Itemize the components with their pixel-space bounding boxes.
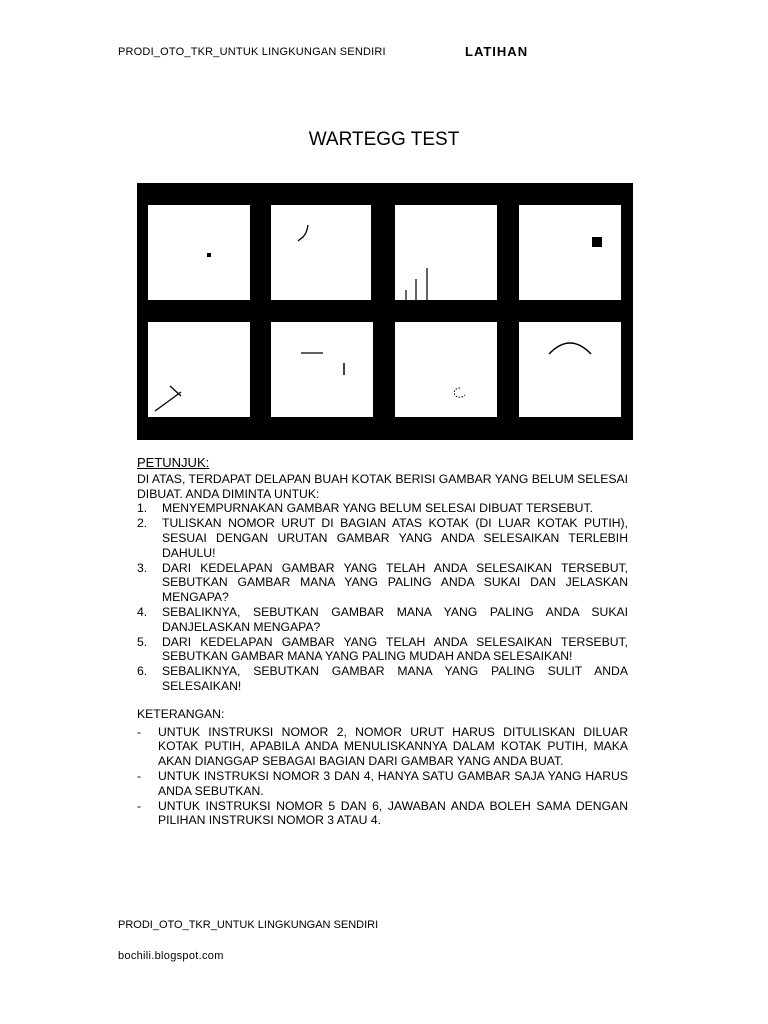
list-item: [137, 664, 628, 694]
step-number: 1.: [137, 501, 148, 516]
wartegg-box-3: [395, 205, 497, 300]
notes-list: [137, 725, 628, 829]
dot-stimulus: [148, 205, 250, 300]
list-item: [137, 501, 628, 516]
list-item: [137, 605, 628, 635]
footer-text: PRODI_OTO_TKR_UNTUK LINGKUNGAN SENDIRI: [118, 919, 379, 931]
instructions-section: [137, 456, 628, 828]
note-text: UNTUK INSTRUKSI NOMOR 2, NOMOR URUT HARUS DITULISKAN DILUAR KOTAK PUTIH, APABILA ANDA MENULISKANNYA DALAM KOTAK PUTIH, MAKA AKAN DIANGGAP SEBAGAI BAGIAN DARI GAMBAR YANG ANDA BUAT.: [158, 724, 628, 769]
step-text: TULISKAN NOMOR URUT DI BAGIAN ATAS KOTAK (DI LUAR KOTAK PUTIH), SESUAI DENGAN URUTAN GAMBAR YANG ANDA SELESAIKAN TERLEBIH DAHULU!: [162, 516, 628, 560]
dash-bullet: -: [137, 768, 142, 783]
note-text: UNTUK INSTRUKSI NOMOR 3 DAN 4, HANYA SATU GAMBAR SAJA YANG HARUS ANDA SEBUTKAN.: [158, 768, 628, 798]
instruction-steps-list: [137, 501, 628, 693]
step-number: 6.: [137, 664, 148, 679]
wartegg-box-7: [395, 322, 497, 417]
wartegg-box-8: [519, 322, 621, 417]
dash-bullet: -: [137, 724, 142, 739]
black-square-stimulus: [519, 205, 621, 300]
list-item: [137, 635, 628, 665]
list-item: [137, 516, 628, 560]
diagonal-lines-stimulus: [148, 322, 250, 417]
dotted-curve-stimulus: [395, 322, 497, 417]
instructions-heading: PETUNJUK:: [137, 455, 210, 470]
wartegg-box-2: [271, 205, 373, 300]
footer-url: bochili.blogspot.com: [118, 950, 224, 962]
step-text: MENYEMPURNAKAN GAMBAR YANG BELUM SELESAI DIBUAT TERSEBUT.: [162, 501, 593, 516]
step-text: SEBALIKNYA, SEBUTKAN GAMBAR MANA YANG PALING SULIT ANDA SELESAIKAN!: [162, 664, 628, 693]
wartegg-test-board: [137, 183, 633, 440]
step-text: SEBALIKNYA, SEBUTKAN GAMBAR MANA YANG PALING ANDA SUKAI DANJELASKAN MENGAPA?: [162, 604, 628, 634]
list-item: [137, 561, 628, 605]
vertical-lines-stimulus: [395, 205, 497, 300]
dash-bullet: -: [137, 798, 142, 813]
wave-line-stimulus: [271, 205, 373, 300]
wartegg-box-1: [148, 205, 250, 300]
header-right-label: LATIHAN: [465, 44, 529, 59]
wartegg-box-5: [148, 322, 250, 417]
step-number: 2.: [137, 516, 148, 531]
page-title: WARTEGG TEST: [308, 129, 460, 150]
wartegg-box-6: [271, 322, 373, 417]
step-number: 5.: [137, 634, 148, 649]
wartegg-box-4: [519, 205, 621, 300]
step-number: 4.: [137, 604, 148, 619]
step-text: DARI KEDELAPAN GAMBAR YANG TELAH ANDA SELESAIKAN TERSEBUT, SEBUTKAN GAMBAR MANA YANG PALING MUDAH ANDA SELESAIKAN!: [162, 634, 628, 664]
note-text: UNTUK INSTRUKSI NOMOR 5 DAN 6, JAWABAN ANDA BOLEH SAMA DENGAN PILIHAN INSTRUKSI NOMOR 3 ATAU 4.: [158, 798, 628, 828]
step-text: DARI KEDELAPAN GAMBAR YANG TELAH ANDA SELESAIKAN TERSEBUT, SEBUTKAN GAMBAR MANA YANG PALING ANDA SUKAI DAN JELASKAN MENGAPA?: [162, 560, 628, 605]
step-number: 3.: [137, 560, 148, 575]
list-item: [137, 799, 628, 829]
arc-stimulus: [519, 322, 621, 417]
notes-heading: KETERANGAN:: [137, 706, 225, 721]
perpendicular-lines-stimulus: [271, 322, 373, 417]
list-item: [137, 769, 628, 799]
instructions-intro: DI ATAS, TERDAPAT DELAPAN BUAH KOTAK BERISI GAMBAR YANG BELUM SELESAI DIBUAT. ANDA DIMINTA UNTUK:: [137, 471, 628, 501]
header-left-text: PRODI_OTO_TKR_UNTUK LINGKUNGAN SENDIRI: [118, 46, 386, 58]
list-item: [137, 725, 628, 769]
